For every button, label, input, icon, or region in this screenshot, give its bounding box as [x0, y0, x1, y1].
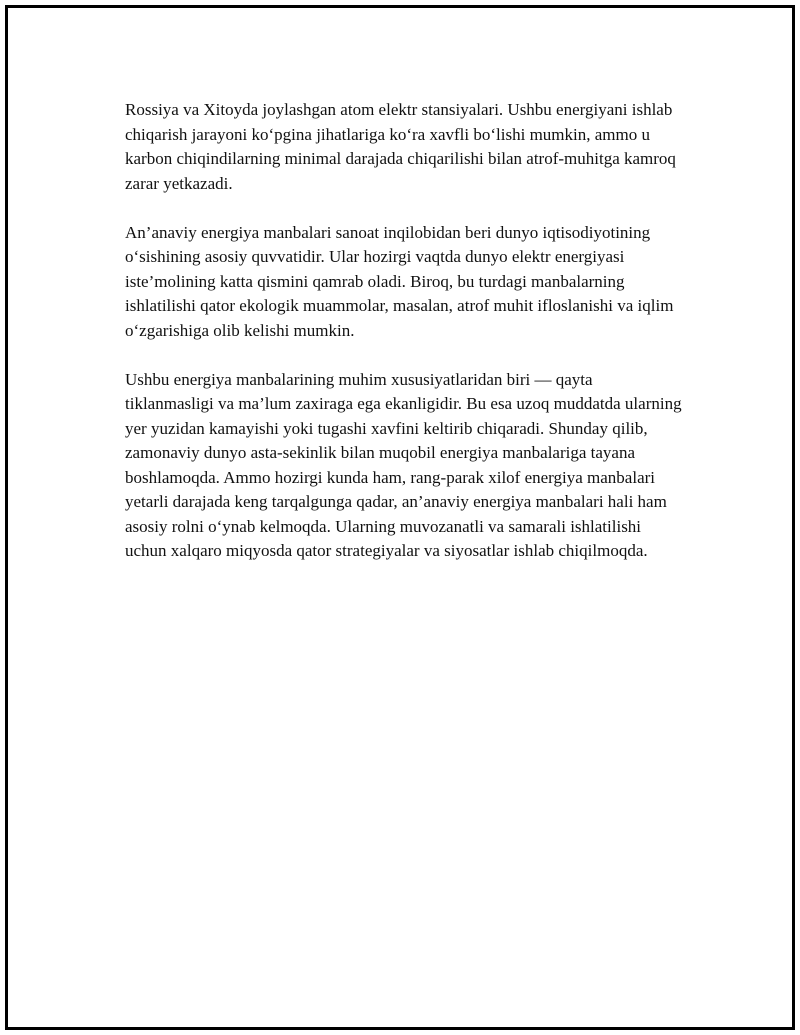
- page-frame: [5, 5, 795, 1030]
- paragraph-1: Rossiya va Xitoyda joylashgan atom elektr stansiyalari. Ushbu energiyani ishlab chiqarish jarayoni koʻpgina jihatlariga koʻra xavfli boʻlishi mumkin, ammo u karbon chiqindilarning minimal darajada chiqarilishi bilan atrof-muhitga kamroq zarar yetkazadi.: [125, 100, 676, 193]
- paragraph-2: An’anaviy energiya manbalari sanoat inqilobidan beri dunyo iqtisodiyotining oʻsishining asosiy quvvatidir. Ular hozirgi vaqtda dunyo elektr energiyasi iste’molining katta qismini qamrab oladi. Biroq, bu turdagi manbalarning ishlatilishi qator ekologik muammolar, masalan, atrof muhit ifloslanishi va iqlim oʻzgarishiga olib kelishi mumkin.: [125, 222, 674, 340]
- paragraph-3: Ushbu energiya manbalarining muhim xususiyatlaridan biri — qayta tiklanmasligi va ma’lum zaxiraga ega ekanligidir. Bu esa uzoq muddatda ularning yer yuzidan kamayishi yoki tugashi xavfini keltirib chiqaradi. Shunday qilib, zamonaviy dunyo asta-sekinlik bilan muqobil energiya manbalariga tayana boshlamoqda. Ammo hozirgi kunda ham, rang-parak xilof energiya manbalari yetarli darajada keng tarqalgunga qadar, an’anaviy energiya manbalari hali ham asosiy rolni oʻynab kelmoqda. Ularning muvozanatli va samarali ishlatilishi uchun xalqaro miqyosda qator strategiyalar va siyosatlar ishlab chiqilmoqda.: [125, 369, 682, 560]
- document-body: [125, 98, 685, 588]
